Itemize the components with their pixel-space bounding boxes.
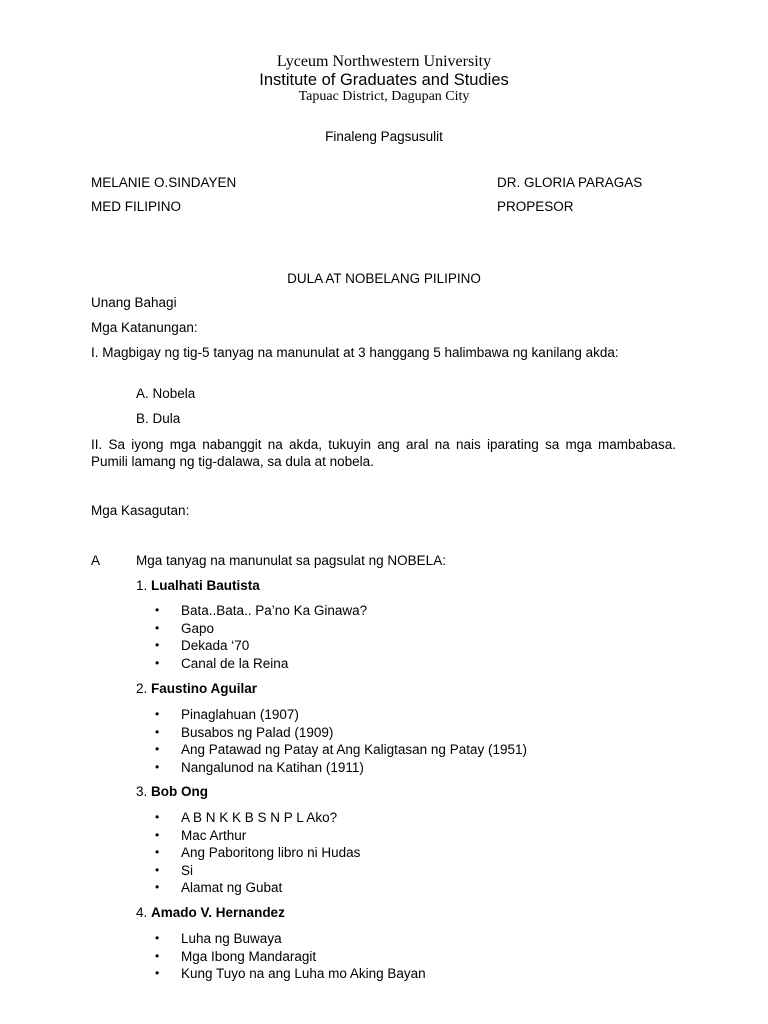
work-title: Kung Tuyo na ang Luha mo Aking Bayan — [181, 966, 426, 981]
questions-heading: Mga Katanungan: — [91, 320, 198, 335]
list-item — [0, 930, 426, 948]
list-item — [0, 809, 360, 827]
author-name: Faustino Aguilar — [151, 681, 258, 696]
list-item — [0, 637, 367, 655]
work-title: Busabos ng Palad (1909) — [181, 724, 334, 740]
bullet-icon: • — [155, 603, 160, 617]
author-name: Lualhati Bautista — [151, 578, 260, 593]
work-title: Gapo — [181, 620, 215, 636]
university-name: Lyceum Northwestern University — [276, 53, 492, 70]
institute-name: Institute of Graduates and Studies — [259, 71, 509, 89]
work-title: Pinaglahuan (1907) — [181, 707, 299, 722]
list-item — [0, 620, 367, 638]
work-title: A B N K K B S N P L Ako? — [181, 810, 338, 825]
list-item — [0, 965, 426, 983]
works-list — [0, 930, 426, 983]
professor-title: PROPESOR — [497, 199, 574, 214]
list-item — [0, 706, 527, 724]
work-title: Canal de la Reina — [181, 655, 289, 671]
author-number: 3. — [136, 784, 148, 799]
list-item — [0, 741, 527, 759]
work-title: Alamat ng Gubat — [181, 880, 283, 895]
author-number: 4. — [136, 905, 148, 920]
list-item — [0, 724, 527, 742]
list-item — [0, 827, 360, 845]
work-title: Ang Patawad ng Patay at Ang Kaligtasan ng Patay (1951) — [181, 742, 527, 757]
bullet-icon: • — [155, 827, 160, 842]
subject-title: DULA AT NOBELANG PILIPINO — [287, 271, 481, 286]
bullet-icon: • — [155, 880, 160, 894]
option-a: A. Nobela — [136, 386, 196, 401]
list-item — [0, 862, 360, 880]
bullet-icon: • — [155, 931, 160, 945]
list-item — [0, 759, 527, 777]
works-list — [0, 602, 367, 672]
author-number: 1. — [136, 578, 148, 593]
institute-address: Tapuac District, Dagupan City — [298, 89, 470, 104]
author-heading — [136, 905, 285, 920]
list-item — [0, 879, 360, 897]
bullet-icon: • — [155, 620, 160, 635]
work-title: Bata..Bata.. Pa’no Ka Ginawa? — [181, 603, 368, 618]
bullet-icon: • — [155, 948, 160, 963]
section-a-title: Mga tanyag na manunulat sa pagsulat ng NOBELA: — [136, 553, 446, 568]
bullet-icon: • — [155, 638, 160, 652]
author-heading — [136, 578, 260, 593]
work-title: Mac Arthur — [181, 827, 247, 843]
work-title: Nangalunod na Katihan (1911) — [181, 759, 364, 775]
student-program: MED FILIPINO — [91, 199, 182, 214]
bullet-icon: • — [155, 655, 160, 670]
bullet-icon: • — [155, 759, 160, 774]
work-title: Dekada ‘70 — [181, 638, 250, 653]
author-heading — [136, 784, 208, 799]
option-b: B. Dula — [136, 411, 181, 426]
author-name: Bob Ong — [151, 784, 209, 799]
professor-name: DR. GLORIA PARAGAS — [497, 175, 643, 190]
question-1: I. Magbigay ng tig-5 tanyag na manunulat at 3 hanggang 5 halimbawa ng kanilang akda: — [91, 345, 619, 360]
bullet-icon: • — [155, 742, 160, 756]
bullet-icon: • — [155, 810, 160, 824]
works-list — [0, 809, 360, 897]
list-item — [0, 655, 367, 673]
student-name: MELANIE O.SINDAYEN — [91, 175, 237, 190]
work-title: Mga Ibong Mandaragit — [181, 948, 317, 964]
list-item — [0, 948, 426, 966]
bullet-icon: • — [155, 724, 160, 739]
section-a-letter: A — [91, 553, 101, 568]
question-2: II. Sa iyong mga nabanggit na akda, tukuyin ang aral na nais iparating sa mga mambabasa. Pumili lamang ng tig-dalawa, sa dula at nobela. — [91, 437, 676, 469]
list-item — [0, 602, 367, 620]
answers-heading: Mga Kasagutan: — [91, 503, 190, 518]
author-number: 2. — [136, 681, 148, 696]
part-heading: Unang Bahagi — [91, 295, 177, 310]
works-list — [0, 706, 527, 776]
bullet-icon: • — [155, 707, 160, 721]
bullet-icon: • — [155, 845, 160, 859]
work-title: Ang Paboritong libro ni Hudas — [181, 845, 361, 860]
author-name: Amado V. Hernandez — [151, 905, 285, 920]
exam-title: Finaleng Pagsusulit — [325, 129, 443, 144]
list-item — [0, 844, 360, 862]
author-heading — [136, 681, 257, 696]
bullet-icon: • — [155, 966, 160, 980]
work-title: Luha ng Buwaya — [181, 931, 282, 946]
bullet-icon: • — [155, 862, 160, 877]
work-title: Si — [181, 862, 194, 878]
